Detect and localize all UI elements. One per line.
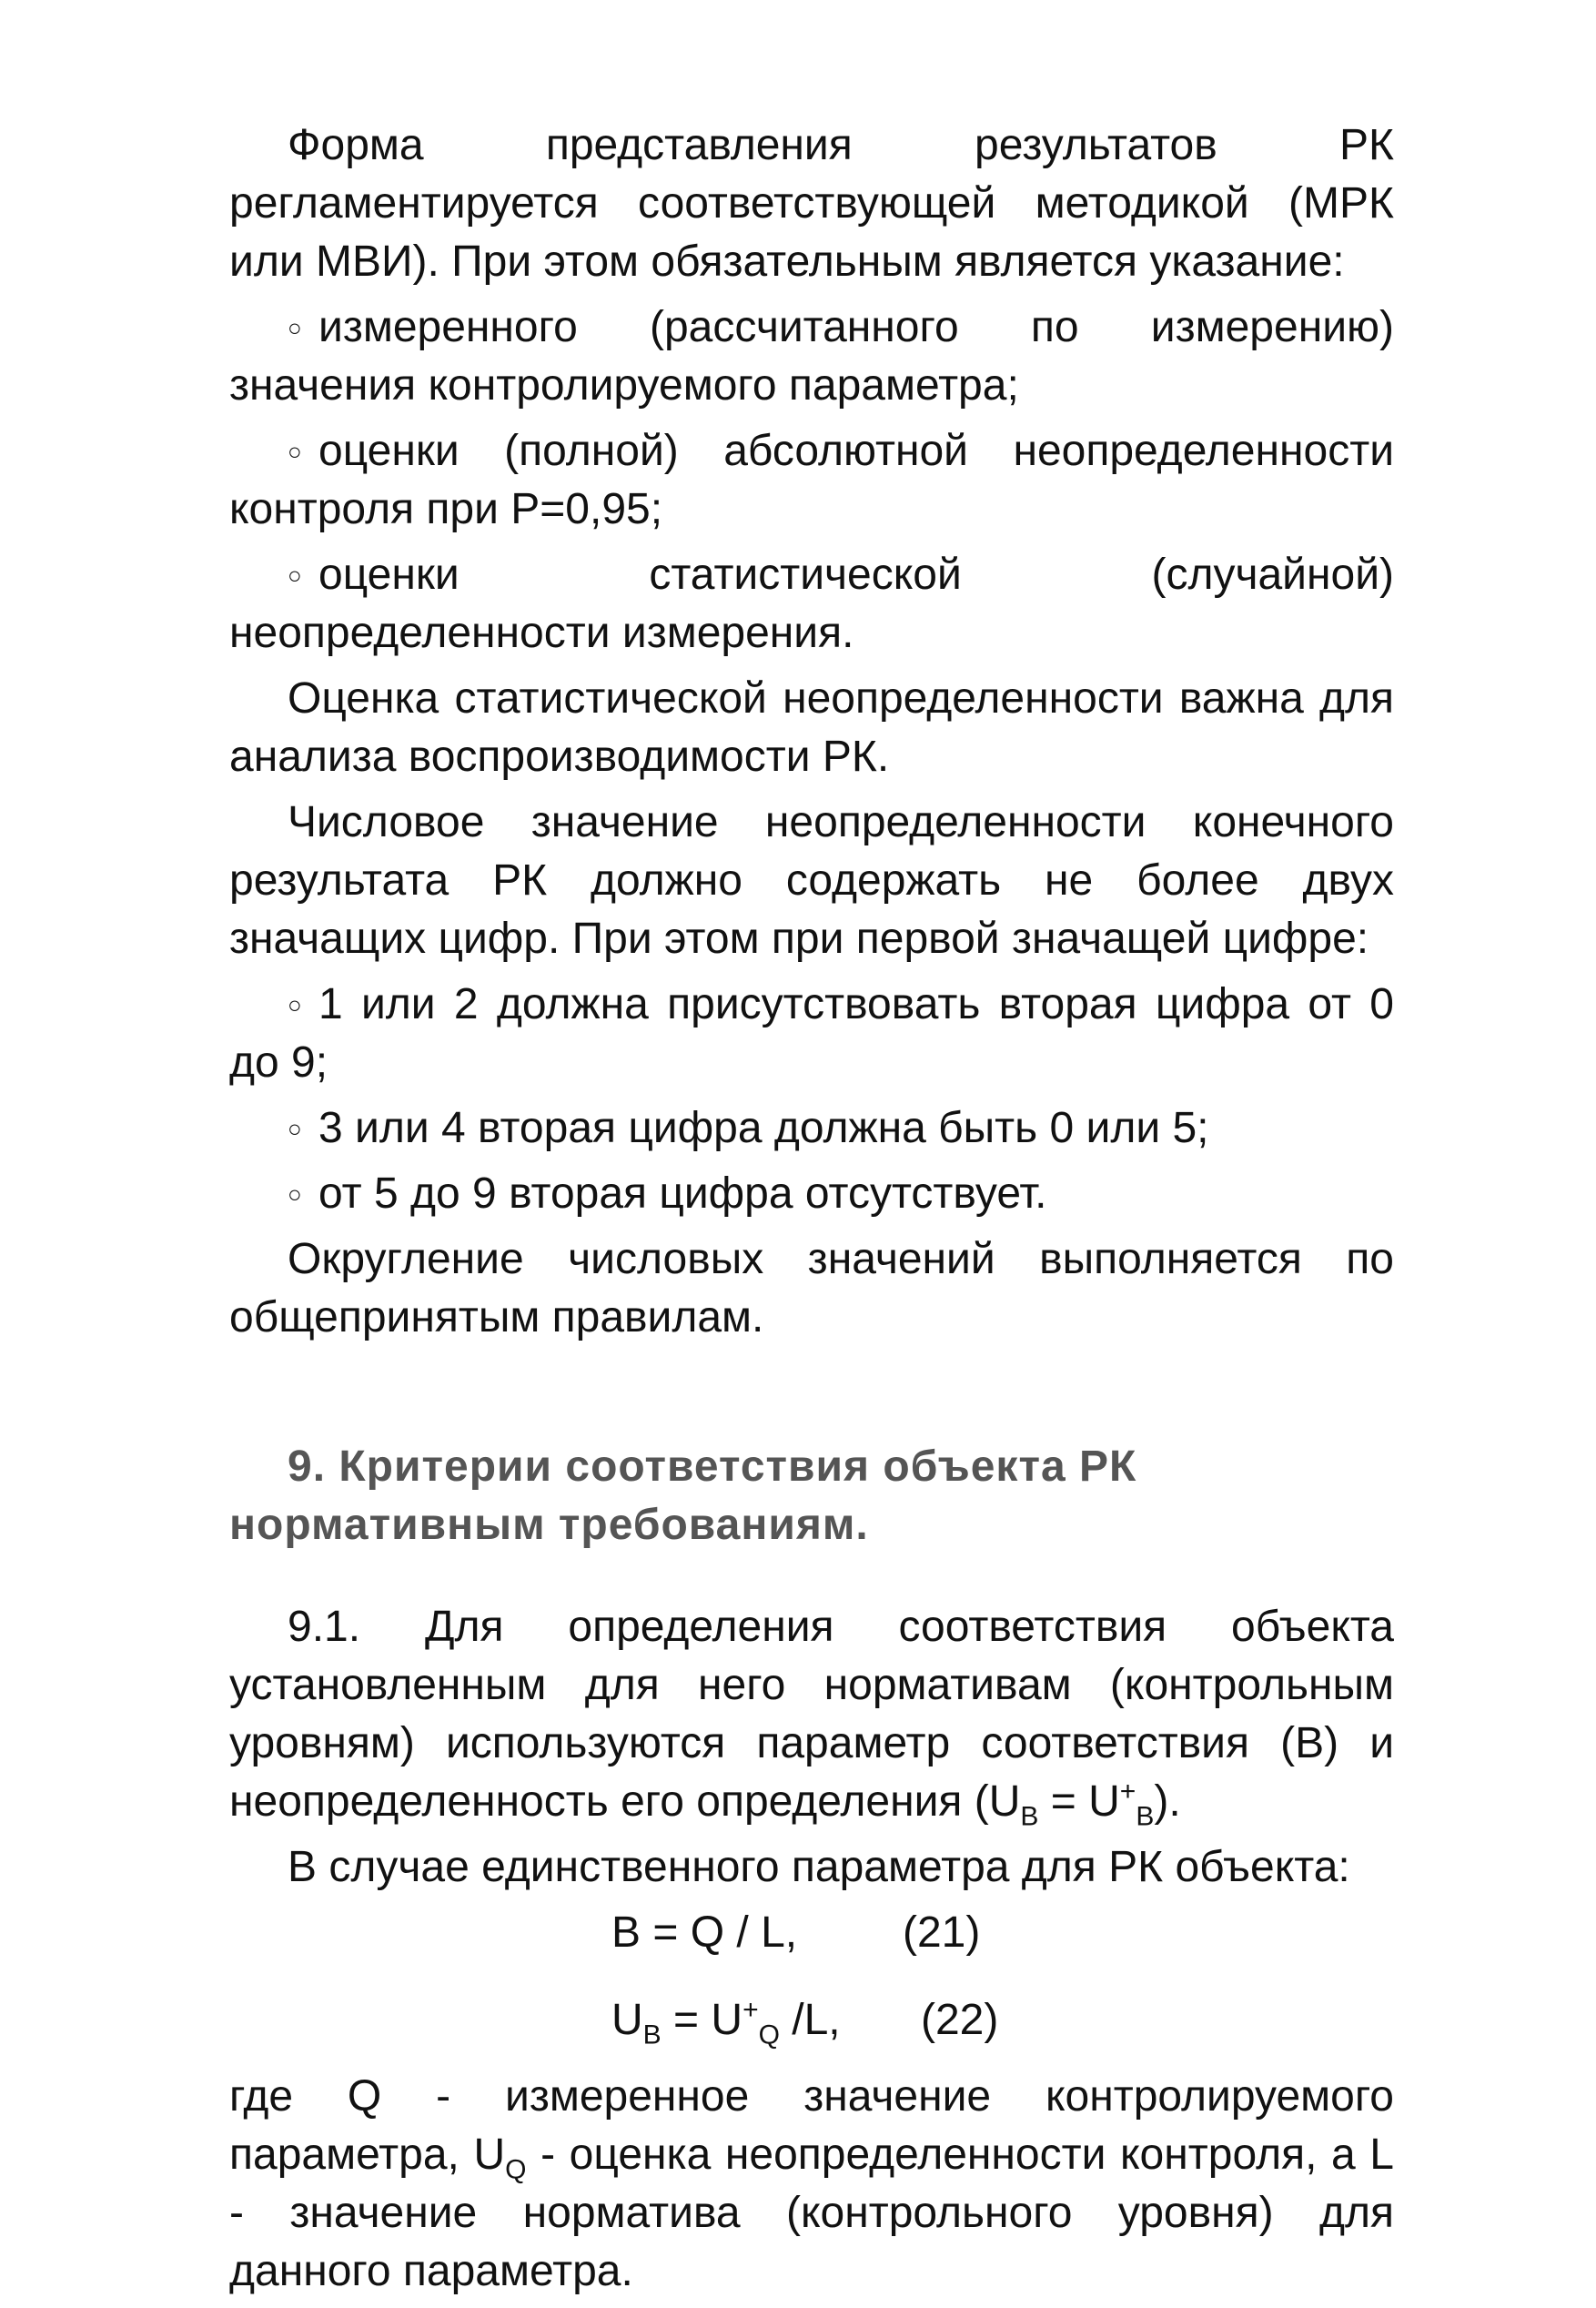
list-item-text: измеренного (рассчитанного по измерению) значения контролируемого параметра; (229, 303, 1394, 410)
list-item-text: оценки статистической (случайной) неопределенности измерения. (229, 551, 1394, 657)
bullet-icon: ○ (288, 562, 302, 589)
formula-expression: B = Q / L, (611, 1908, 798, 1957)
list-item-text: от 5 до 9 вторая цифра отсутствует. (318, 1169, 1047, 1218)
list-item (229, 1099, 1394, 1158)
bullet-icon: ○ (288, 1180, 302, 1208)
paragraph-rounding: Округление числовых значений выполняется по общепринятым правилам. (229, 1235, 1394, 1341)
bullet-icon: ○ (288, 1115, 302, 1142)
paragraph-single-param: В случае единственного параметра для РК объекта: (288, 1843, 1350, 1891)
paragraph-digits: Числовое значение неопределенности конечного результата РК должно содержать не более двух значащих цифр. При этом при первой значащей цифре: (229, 798, 1394, 963)
section-heading: 9. Критерии соответствия объекта РК нормативным требованиям. (229, 1442, 1137, 1549)
bullet-icon: ○ (288, 991, 302, 1018)
paragraph-definitions: где Q - измеренное значение контролируемого параметра, $U_Q$ - оценка неопределенности контроля, а L - значение норматива (контрольного уровня) для данного параметра. (229, 2072, 1395, 2295)
list-item (229, 422, 1394, 539)
paragraph-intro: Форма представления результатов РК регламентируется соответствующей методикой (МРК или МВИ). При этом обязательным является указание: (229, 121, 1394, 286)
formula-22 (229, 1986, 1394, 2068)
formula-number: (22) (921, 1996, 999, 2044)
list-item (229, 299, 1394, 415)
list-item (229, 546, 1394, 663)
list-item-text: оценки (полной) абсолютной неопределенности контроля при Р=0,95; (229, 427, 1394, 533)
formula-number: (21) (903, 1908, 981, 1957)
paragraph-text: 9.1. Для определения соответствия объекта установленным для него нормативам (контрольным уровням) используются параметр соответствия (В) и неопределенность его определения (229, 1603, 1394, 1826)
paragraph-criteria (229, 1598, 1394, 1831)
document-page (229, 116, 1394, 2308)
paragraph-statistical: Оценка статистической неопределенности важна для анализа воспроизводимости РК. (229, 674, 1394, 781)
inline-formula: $(U_B = U^+_B)$. (974, 1777, 1181, 1832)
list-item-text: 1 или 2 должна присутствовать вторая цифра от 0 до 9; (229, 980, 1394, 1087)
list-item-text: 3 или 4 вторая цифра должна быть 0 или 5; (318, 1104, 1209, 1152)
list-item (229, 976, 1394, 1092)
list-item (229, 1165, 1394, 1223)
formula-21 (229, 1904, 1394, 1986)
bullet-icon: ○ (288, 314, 302, 341)
formula-expression: $U_B = U^+_Q$ /L, (611, 1995, 841, 2050)
bullet-icon: ○ (288, 438, 302, 465)
